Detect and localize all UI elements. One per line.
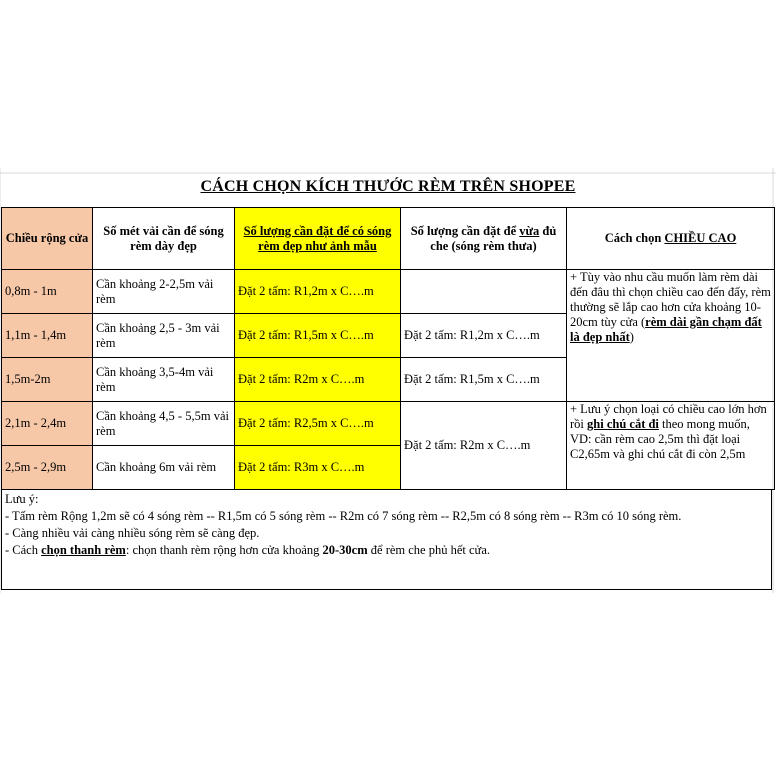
width-cell: 1,1m - 1,4m <box>2 314 93 358</box>
order-full-cell: Đặt 2 tấm: R2,5m x C….m <box>235 402 401 446</box>
order-full-cell: Đặt 2 tấm: R1,5m x C….m <box>235 314 401 358</box>
notes-line-2: - Càng nhiều vải càng nhiều sóng rèm sẽ càng đẹp. <box>5 526 260 540</box>
header-width: Chiều rộng cửa <box>2 208 93 270</box>
fabric-cell: Cần khoảng 3,5-4m vải rèm <box>93 358 235 402</box>
notes-line-3-emphasis: chọn thanh rèm <box>41 543 126 557</box>
header-fabric: Số mét vải cần để sóng rèm dày đẹp <box>93 208 235 270</box>
fabric-cell: Cần khoảng 2-2,5m vải rèm <box>93 270 235 314</box>
fabric-cell: Cần khoảng 2,5 - 3m vải rèm <box>93 314 235 358</box>
height-note-1 <box>567 270 775 402</box>
page-title: CÁCH CHỌN KÍCH THƯỚC RÈM TRÊN SHOPEE <box>200 178 576 195</box>
curtain-size-table <box>1 207 775 490</box>
header-order-full: Số lượng cần đặt để có sóng rèm đẹp như ảnh mẫu <box>235 208 401 270</box>
notes-label: Lưu ý: <box>5 492 39 506</box>
notes-box <box>1 490 772 590</box>
order-full-cell: Đặt 2 tấm: R2m x C….m <box>235 358 401 402</box>
width-cell: 2,5m - 2,9m <box>2 446 93 490</box>
header-order-thin-underline: vừa <box>519 223 540 238</box>
table-row <box>2 402 775 446</box>
notes-line-3-mid: : chọn thanh rèm rộng hơn cửa khoảng <box>125 543 323 557</box>
notes-line-3-end: để rèm che phủ hết cửa. <box>367 543 490 557</box>
order-full-cell: Đặt 2 tấm: R3m x C….m <box>235 446 401 490</box>
height-note-1-text: + Tùy vào nhu cầu muốn làm rèm dài đến đâu thì chọn chiều cao đến đấy, rèm thường sẽ lắp cao hơn cửa khoảng 10-20cm tùy cửa ( <box>570 270 771 329</box>
notes-line-3-bold: 20-30cm <box>322 543 368 557</box>
fabric-cell: Cần khoảng 4,5 - 5,5m vải rèm <box>93 402 235 446</box>
notes-line-3-prefix: - Cách <box>5 543 42 557</box>
order-full-cell: Đặt 2 tấm: R1,2m x C….m <box>235 270 401 314</box>
header-row <box>2 208 775 270</box>
height-note-2 <box>567 402 775 490</box>
header-order-thin-prefix: Số lượng cần đặt để <box>410 223 520 238</box>
width-cell: 0,8m - 1m <box>2 270 93 314</box>
height-note-2-text: + Lưu ý chọn loại có chiều cao lớn hơn rồi <box>570 402 767 431</box>
table-row <box>2 270 775 314</box>
header-height-underline: CHIỀU CAO <box>664 231 737 245</box>
header-order-thin-suffix: đủ che (sóng rèm thưa) <box>430 223 557 253</box>
notes-line-3 <box>5 542 768 559</box>
height-note-1-end: ) <box>629 330 634 344</box>
height-note-1-emphasis: rèm dài gần chạm đất là đẹp nhất <box>570 315 762 344</box>
height-note-2-end: theo mong muốn, VD: cần rèm cao 2,5m thì đặt loại C2,65m và ghi chú cắt đi còn 2,5m <box>570 417 750 461</box>
order-thin-cell <box>401 270 567 314</box>
header-height <box>567 208 775 270</box>
order-thin-cell: Đặt 2 tấm: R1,5m x C….m <box>401 358 567 402</box>
order-thin-merged-cell: Đặt 2 tấm: R2m x C….m <box>401 402 567 490</box>
fabric-cell: Cần khoảng 6m vải rèm <box>93 446 235 490</box>
header-height-prefix: Cách chọn <box>604 231 665 245</box>
height-note-2-emphasis: ghi chú cắt đi <box>587 417 659 431</box>
width-cell: 2,1m - 2,4m <box>2 402 93 446</box>
width-cell: 1,5m-2m <box>2 358 93 402</box>
header-order-thin <box>401 208 567 270</box>
notes-line-1: - Tấm rèm Rộng 1,2m sẽ có 4 sóng rèm -- R1,5m có 5 sóng rèm -- R2m có 7 sóng rèm -- R2,5m có 8 sóng rèm -- R3m có 10 sóng rèm. <box>5 509 682 523</box>
order-thin-cell: Đặt 2 tấm: R1,2m x C….m <box>401 314 567 358</box>
